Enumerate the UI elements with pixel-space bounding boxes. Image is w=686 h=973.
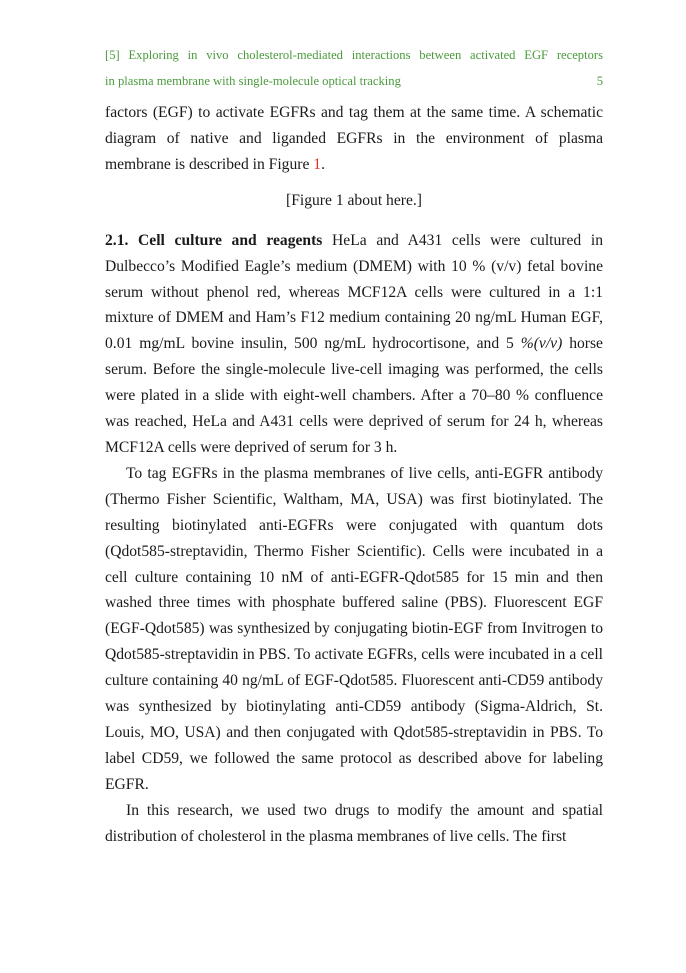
section-text-math: %(v/v) [520,335,563,353]
figure-placeholder: [Figure 1 about here.] [286,191,422,209]
running-head [105,42,603,94]
section-paragraph-3: In this research, we used two drugs to modify the amount and spatial distribution of cholesterol in the plasma membranes of live cells. The first [105,801,603,845]
figure-reference-link[interactable]: 1 [313,155,322,173]
section-text-b: horse serum. Before the single-molecule live-cell imaging was performed, the cells were plated in a slide with eight-well chambers. After a 70–80 % confluence was reached, HeLa and A431 cells were deprived of serum for 24 h, whereas MCF12A cells were deprived of serum for 3 h. [105,335,603,456]
page-number: 5 [596,74,603,88]
intro-text: factors (EGF) to activate EGFRs and tag them at the same time. A schematic diagram of native and liganded EGFRs in the environment of plasma membrane is described in Figure [105,104,603,173]
section-paragraph-2: To tag EGFRs in the plasma membranes of live cells, anti-EGFR antibody (Thermo Fisher Scientific, Waltham, MA, USA) was first biotinylated. The resulting biotinylated anti-EGFRs were conjugated with quantum dots (Qdot585-streptavidin, Thermo Fisher Scientific). Cells were incubated in a cell culture containing 10 nM of anti-EGFR-Qdot585 for 15 min and then washed three times with phosphate buffered saline (PBS). Fluorescent EGF (EGF-Qdot585) was synthesized by conjugating biotin-EGF from Invitrogen to Qdot585-streptavidin in PBS. To activate EGFRs, cells were incubated in a cell culture containing 40 ng/mL of EGF-Qdot585. Fluorescent anti-CD59 antibody was synthesized by biotinylating anti-CD59 antibody (Sigma-Aldrich, St. Louis, MO, USA) and then conjugated with Qdot585-streptavidin in PBS. To label CD59, we followed the same protocol as described above for labeling EGFR. [105,464,603,793]
paper-page [105,42,603,849]
running-head-title-line1: [5] Exploring in vivo cholesterol-mediated interactions between activated EGF receptors [105,48,603,62]
intro-paragraph [105,100,603,178]
running-head-line2 [105,68,603,94]
section-text-a: HeLa and A431 cells were cultured in Dulbecco’s Modified Eagle’s medium (DMEM) with 10 % (v/v) fetal bovine serum without phenol red, whereas MCF12A cells were cultured in a 1:1 mixture of DMEM and Ham’s F12 medium containing 20 ng/mL Human EGF, 0.01 mg/mL bovine insulin, 500 ng/mL hydrocortisone, and 5 [105,231,603,353]
intro-text-end: . [321,155,325,173]
section-heading: 2.1. Cell culture and reagents [105,231,323,249]
section-paragraph-1 [105,228,603,461]
running-head-title-line2: in plasma membrane with single-molecule optical tracking [105,74,401,88]
